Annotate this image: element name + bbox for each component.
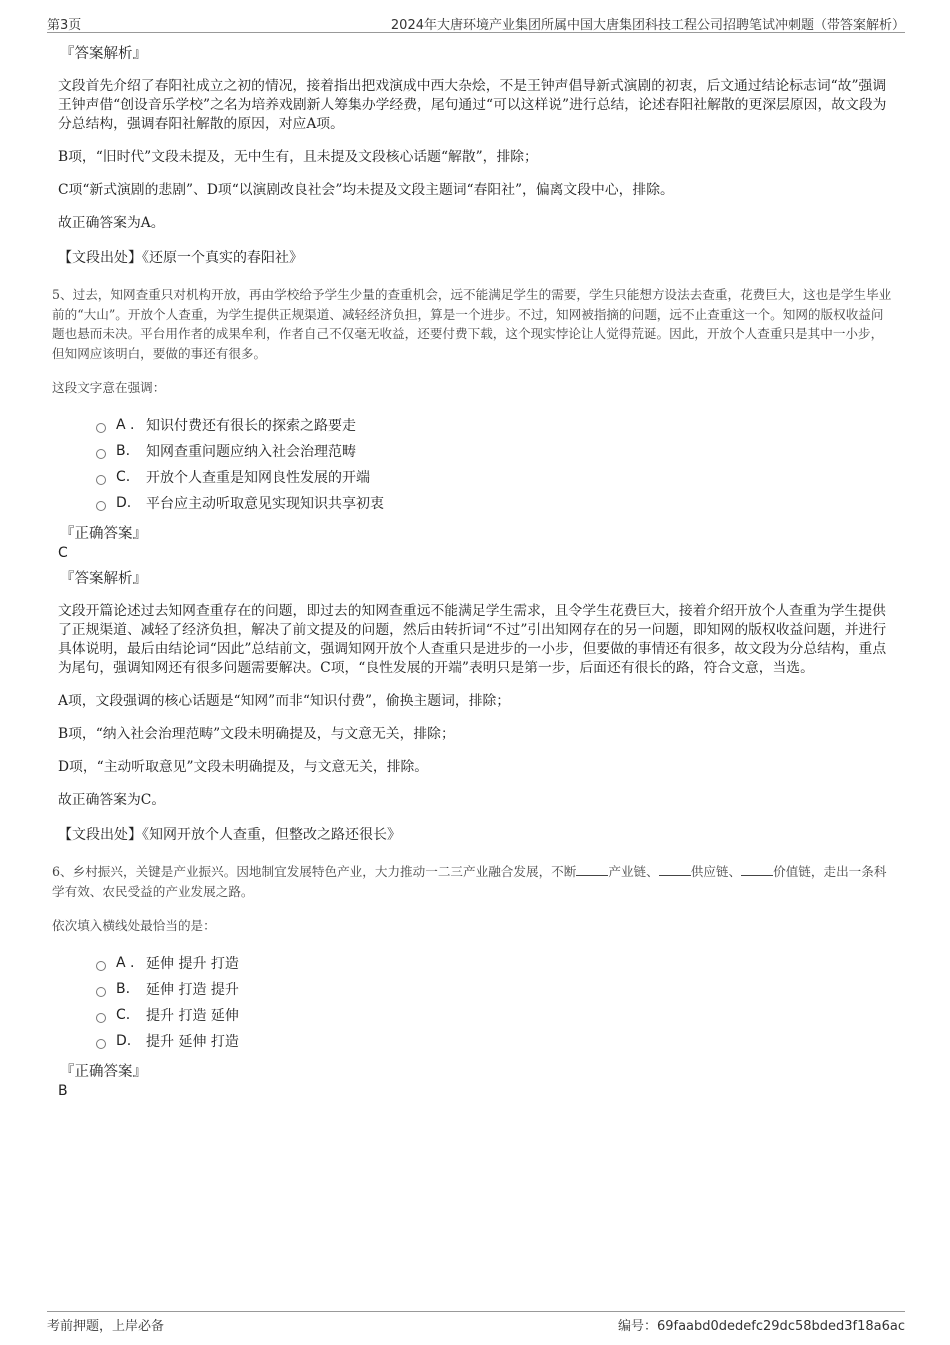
source-citation: 【文段出处】《还原一个真实的春阳社》 bbox=[58, 250, 303, 266]
option-text: 提升 打造 延伸 bbox=[146, 1008, 239, 1024]
question-prompt: 依次填入横线处最恰当的是： bbox=[52, 918, 216, 933]
option-b[interactable] bbox=[96, 438, 892, 464]
question-text-part: 6、乡村振兴，关键是产业振兴。因地制宜发展特色产业，大力推动一二三产业融合发展，不断 bbox=[52, 864, 577, 879]
option-list bbox=[96, 412, 892, 516]
radio-icon[interactable] bbox=[96, 501, 106, 511]
option-text: 知网查重问题应纳入社会治理范畴 bbox=[146, 444, 356, 460]
question-text-part: 供应链、 bbox=[690, 864, 742, 879]
correct-answer: B bbox=[58, 1083, 68, 1099]
page-header bbox=[47, 10, 905, 33]
fill-blank bbox=[576, 863, 608, 876]
conclusion: 故正确答案为C。 bbox=[58, 792, 166, 808]
option-d[interactable] bbox=[96, 1028, 892, 1054]
option-letter: B. bbox=[116, 981, 131, 997]
conclusion: 故正确答案为A。 bbox=[58, 215, 165, 231]
radio-icon[interactable] bbox=[96, 987, 106, 997]
correct-answer-label: 『正确答案』 bbox=[60, 1064, 147, 1080]
option-text: 延伸 提升 打造 bbox=[146, 956, 239, 972]
question-text bbox=[52, 862, 892, 901]
option-d[interactable] bbox=[96, 490, 892, 516]
option-text: 平台应主动听取意见实现知识共享初衷 bbox=[146, 496, 384, 512]
option-b-note: B项，“旧时代”文段未提及，无中生有，且未提及文段核心话题“解散”，排除； bbox=[58, 149, 538, 165]
radio-icon[interactable] bbox=[96, 1039, 106, 1049]
question-text-part: 产业链、 bbox=[608, 864, 659, 879]
option-c[interactable] bbox=[96, 464, 892, 490]
option-b[interactable] bbox=[96, 976, 892, 1002]
question-6 bbox=[52, 862, 892, 1099]
question-prompt: 这段文字意在强调： bbox=[52, 380, 166, 395]
radio-icon[interactable] bbox=[96, 961, 106, 971]
fill-blank bbox=[659, 863, 691, 876]
page-number: 第3页 bbox=[47, 18, 82, 33]
analysis-text: 文段首先介绍了春阳社成立之初的情况，接着指出把戏演成中西大杂烩，不是王钟声倡导新式演剧的初衷，后文通过结论标志词“故”强调王钟声借“创设音乐学校”之名为培养戏剧新人筹集办学经费，尾句通过“可以这样说”进行总结，论述春阳社解散的更深层原因，故文段为分总结构，强调春阳社解散的原因，对应A项。 bbox=[58, 78, 887, 132]
analysis-text: 文段开篇论述过去知网查重存在的问题，即过去的知网查重远不能满足学生需求，且令学生花费巨大，接着介绍开放个人查重为学生提供了正规渠道、减轻了经济负担，解决了前文提及的问题，然后由转折词“不过”引出知网存在的另一问题，即知网的版权收益问题，并进行具体说明，最后由结论词“因此”总结前文，强调知网开放个人查重只是进步的一小步，但要做的事情还有很多，故文段为分总结构，重点为尾句，强调知网还有很多问题需要解决。C项，“良性发展的开端”表明只是第一步，后面还有很长的路，符合文意，当选。 bbox=[58, 603, 887, 676]
radio-icon[interactable] bbox=[96, 449, 106, 459]
option-text: 提升 延伸 打造 bbox=[146, 1034, 239, 1050]
source-citation: 【文段出处】《知网开放个人查重，但整改之路还很长》 bbox=[58, 827, 401, 843]
radio-icon[interactable] bbox=[96, 423, 106, 433]
page-footer bbox=[47, 1311, 905, 1332]
radio-icon[interactable] bbox=[96, 1013, 106, 1023]
radio-icon[interactable] bbox=[96, 475, 106, 485]
option-letter: D. bbox=[116, 1033, 132, 1049]
option-letter: A . bbox=[116, 417, 135, 433]
option-a-note: A项，文段强调的核心话题是“知网”而非“知识付费”，偷换主题词，排除； bbox=[58, 693, 511, 709]
section-q4-analysis bbox=[52, 42, 892, 267]
footer-slogan: 考前押题，上岸必备 bbox=[47, 1319, 165, 1334]
option-c[interactable] bbox=[96, 1002, 892, 1028]
option-letter: A . bbox=[116, 955, 135, 971]
option-letter: D. bbox=[116, 495, 132, 511]
option-text: 知识付费还有很长的探索之路要走 bbox=[146, 418, 356, 434]
option-cd-note: C项“新式演剧的悲剧”、D项“以演剧改良社会”均未提及文段主题词“春阳社”，偏离文段中心，排除。 bbox=[58, 182, 674, 198]
option-letter: B. bbox=[116, 443, 131, 459]
option-a[interactable] bbox=[96, 412, 892, 438]
document-id: 编号：69faabd0dedefc29dc58bded3f18a6ac bbox=[617, 1319, 905, 1334]
correct-answer: C bbox=[58, 545, 68, 561]
page-content bbox=[52, 42, 892, 1105]
analysis-label: 『答案解析』 bbox=[60, 571, 147, 587]
option-b-note: B项，“纳入社会治理范畴”文段未明确提及，与文意无关，排除； bbox=[58, 726, 455, 742]
question-5 bbox=[52, 285, 892, 844]
option-letter: C. bbox=[116, 1007, 131, 1023]
option-text: 延伸 打造 提升 bbox=[146, 982, 239, 998]
option-a[interactable] bbox=[96, 950, 892, 976]
option-text: 开放个人查重是知网良性发展的开端 bbox=[146, 470, 370, 486]
question-text: 5、过去，知网查重只对机构开放，再由学校给予学生少量的查重机会，远不能满足学生的需要，学生只能想方设法去查重，花费巨大，这也是学生毕业前的“大山”。开放个人查重，为学生提供正规渠道、减轻经济负担，算是一个进步。不过，知网被指摘的问题，远不止查重这一个。知网的版权收益问题也悬而未决。平台用作者的成果牟利，作者自己不仅毫无收益，还要付费下载，这个现实悖论让人觉得荒诞。因此，开放个人查重只是其中一小步，但知网应该明白，要做的事还有很多。 bbox=[52, 287, 892, 361]
option-letter: C. bbox=[116, 469, 131, 485]
correct-answer-label: 『正确答案』 bbox=[60, 526, 147, 542]
question-text-part: 价值链，走出一条科学有效、农民受益的产业发展之路。 bbox=[52, 864, 887, 899]
option-list bbox=[96, 950, 892, 1054]
document-title: 2024年大唐环境产业集团所属中国大唐集团科技工程公司招聘笔试冲刺题（带答案解析） bbox=[390, 18, 905, 33]
option-d-note: D项，“主动听取意见”文段未明确提及，与文意无关，排除。 bbox=[58, 759, 429, 775]
analysis-label: 『答案解析』 bbox=[60, 46, 147, 62]
fill-blank bbox=[741, 863, 773, 876]
